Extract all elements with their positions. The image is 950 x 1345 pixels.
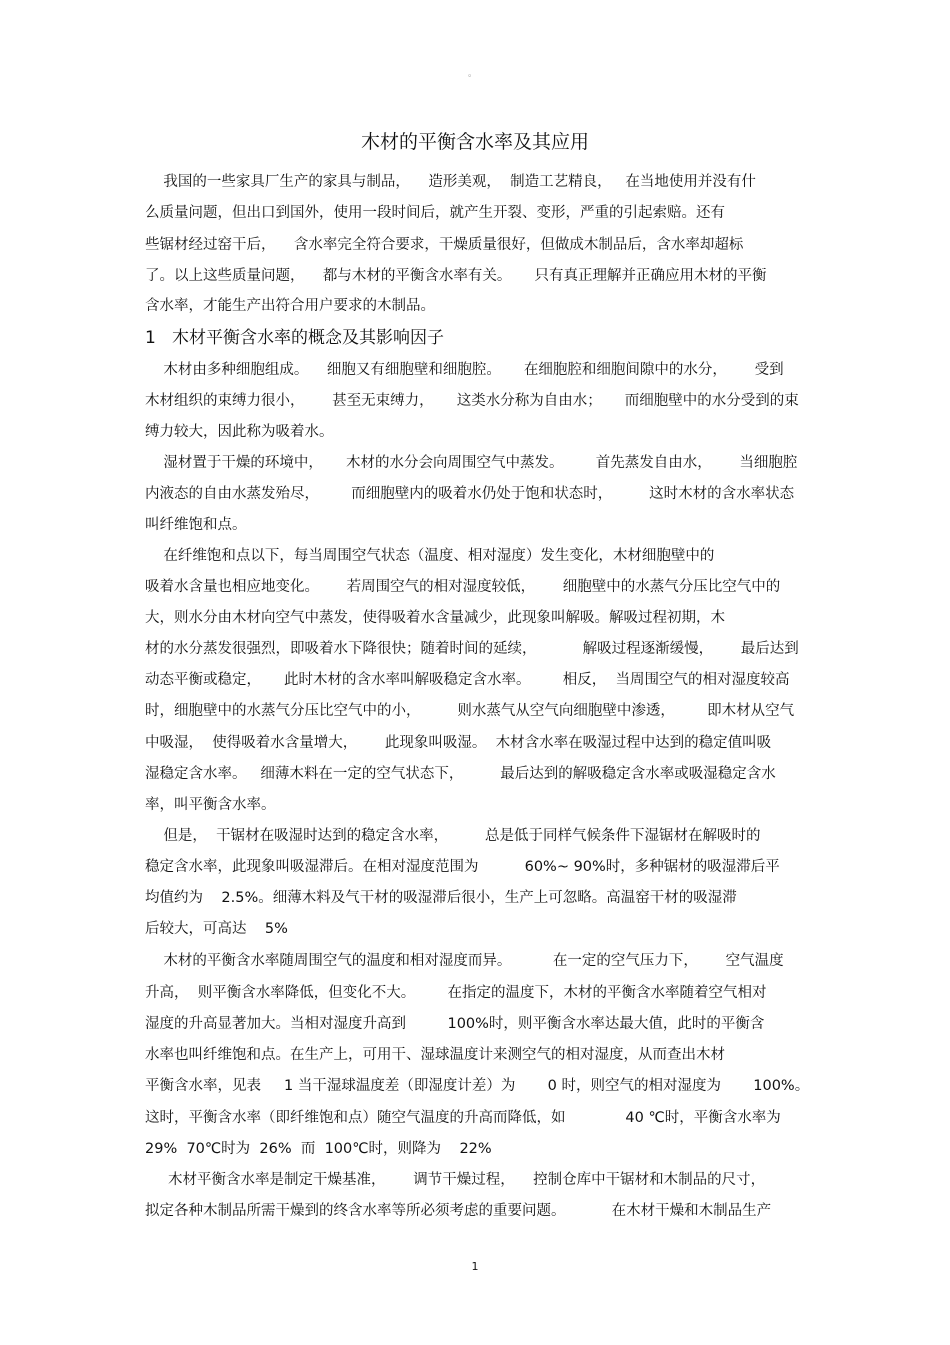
page-number: 1 — [471, 1260, 479, 1273]
text-line: 动态平衡或稳定， 此时木材的含水率叫解吸稳定含水率。 相反， 当周围空气的相对湿度较高 — [145, 672, 790, 688]
text-line: 内液态的自由水蒸发殆尽， 而细胞壁内的吸着水仍处于饱和状态时， 这时木材的含水率状态 — [145, 486, 795, 502]
text-line: 材的水分蒸发很强烈，即吸着水下降很快；随着时间的延续， 解吸过程逐渐缓慢， 最后达到 — [145, 641, 799, 657]
text-line: 缚力较大，因此称为吸着水。 — [145, 424, 334, 440]
section-heading: 1 木材平衡含水率的概念及其影响因子 — [145, 328, 445, 348]
text-line: 木材的平衡含水率随周围空气的温度和相对湿度而异。 在一定的空气压力下， 空气温度 — [145, 953, 784, 969]
text-line: 后较大，可高达 5% — [145, 921, 288, 937]
text-line: 时，细胞壁中的水蒸气分压比空气中的小， 则水蒸气从空气向细胞壁中渗透， 即木材从空气 — [145, 703, 795, 719]
text-line: 湿度的升高显著加大。当相对湿度升高到 100%时，则平衡含水率达最大值，此时的平衡含 — [145, 1016, 765, 1032]
document-title: 木材的平衡含水率及其应用 — [360, 131, 589, 153]
text-line: 含水率，才能生产出符合用户要求的木制品。 — [145, 298, 435, 314]
text-line: 但是， 干锯材在吸湿时达到的稳定含水率， 总是低于同样气候条件下湿锯材在解吸时的 — [145, 828, 761, 844]
text-line: 在纤维饱和点以下，每当周围空气状态（温度、相对湿度）发生变化，木材细胞壁中的 — [145, 548, 715, 564]
text-line: 些锯材经过窑干后， 含水率完全符合要求，干燥质量很好，但做成木制品后，含水率却超标 — [145, 237, 744, 253]
text-line: 木材平衡含水率是制定干燥基准， 调节干燥过程， 控制仓库中干锯材和木制品的尺寸， — [145, 1172, 766, 1188]
text-line: 大，则水分由木材向空气中蒸发，使得吸着水含量减少，此现象叫解吸。解吸过程初期，木 — [145, 610, 725, 626]
top-mark: 。 — [468, 69, 478, 79]
text-line: 湿稳定含水率。 细薄木料在一定的空气状态下， 最后达到的解吸稳定含水率或吸湿稳定含水 — [145, 766, 776, 782]
text-line: 平衡含水率，见表 1 当干湿球温度差（即湿度计差）为 0 时，则空气的相对湿度为 100%。 — [145, 1078, 810, 1094]
text-line: 木材组织的束缚力很小， 甚至无束缚力， 这类水分称为自由水； 而细胞壁中的水分受到的束 — [145, 393, 799, 409]
text-line: 率，叫平衡含水率。 — [145, 797, 276, 813]
text-line: 拟定各种木制品所需干燥到的终含水率等所必须考虑的重要问题。 在木材干燥和木制品生产 — [145, 1203, 772, 1219]
text-line: 29% 70℃时为 26% 而 100℃时，则降为 22% — [145, 1141, 492, 1157]
text-line: 水率也叫纤维饱和点。在生产上，可用干、湿球温度计来测空气的相对湿度，从而查出木材 — [145, 1047, 725, 1063]
text-line: 吸着水含量也相应地变化。 若周围空气的相对湿度较低， 细胞壁中的水蒸气分压比空气中的 — [145, 579, 781, 595]
text-line: 叫纤维饱和点。 — [145, 517, 247, 533]
text-line: 木材由多种细胞组成。 细胞又有细胞壁和细胞腔。 在细胞腔和细胞间隙中的水分， 受到 — [145, 362, 784, 378]
text-line: 中吸湿， 使得吸着水含量增大， 此现象叫吸湿。 木材含水率在吸湿过程中达到的稳定值叫吸 — [145, 735, 772, 751]
text-line: 湿材置于干燥的环境中， 木材的水分会向周围空气中蒸发。 首先蒸发自由水， 当细胞腔 — [145, 455, 798, 471]
text-line: 这时，平衡含水率（即纤维饱和点）随空气温度的升高而降低，如 40 ℃时，平衡含水率为 — [145, 1110, 781, 1126]
text-line: 么质量问题，但出口到国外，使用一段时间后，就产生开裂、变形，严重的引起索赔。还有 — [145, 205, 725, 221]
text-line: 我国的一些家具厂生产的家具与制品， 造形美观， 制造工艺精良， 在当地使用并没有什 — [145, 174, 756, 190]
text-line: 均值约为 2.5%。细薄木料及气干材的吸湿滞后很小，生产上可忽略。高温窑干材的吸湿滞 — [145, 890, 737, 906]
text-line: 了。以上这些质量问题， 都与木材的平衡含水率有关。 只有真正理解并正确应用木材的平衡 — [145, 268, 767, 284]
text-line: 稳定含水率，此现象叫吸湿滞后。在相对湿度范围为 60%~ 90%时，多种锯材的吸湿滞后平 — [145, 859, 780, 875]
text-line: 升高， 则平衡含水率降低，但变化不大。 在指定的温度下，木材的平衡含水率随着空气相对 — [145, 985, 767, 1001]
